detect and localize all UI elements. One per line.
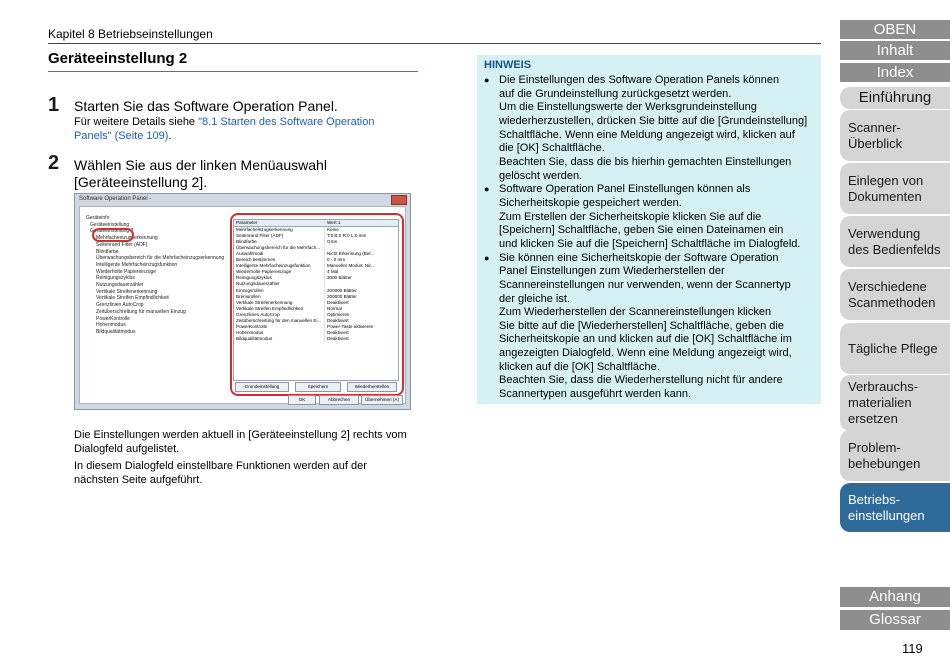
tree-item[interactable]: Wiederholte Papiereinzüge <box>96 268 157 275</box>
column-header: Wert 1 <box>324 220 398 226</box>
note-bullet-line: ● Sie können eine Sicherheitskopie der Software Operation <box>484 252 818 266</box>
step-2-number: 2 <box>48 152 60 174</box>
paragraph-line: In diesem Dialogfeld einstellbare Funktionen werden auf der <box>74 460 367 472</box>
tree-item[interactable]: Geräteeinstellung <box>90 221 130 228</box>
parameter-name: Mehrfacheinzugserkennung <box>236 227 293 233</box>
parameter-value: Deaktiviert <box>324 318 398 324</box>
parameter-name: PowerKontrolle <box>236 323 268 329</box>
nav-tab-label-line: Tägliche Pflege <box>848 340 938 356</box>
step-1-detail-suffix: . <box>168 130 172 142</box>
paragraph-functions <box>74 459 367 487</box>
parameter-name: Bildqualitätmodus <box>236 335 273 341</box>
nav-tab[interactable] <box>840 323 950 374</box>
note-line: wiederherzustellen, drücken Sie bitte auf die [Grundeinstellung] <box>499 114 808 127</box>
step-2-text-line-1: Wählen Sie aus der linken Menüauswahl <box>74 157 327 173</box>
parameter-name: Nutzungsdauerzähler <box>236 281 280 287</box>
tree-item[interactable]: Mehrfacheinzugserkennung <box>96 235 158 242</box>
note-bullet-line: ● Die Einstellungen des Software Operation Panels können <box>484 74 818 88</box>
apply-button[interactable]: Übernehmen (A) <box>361 395 403 405</box>
parameter-value: 200000 Blätter <box>324 288 398 294</box>
parameter-name: Intelligente Mehrfacheinzugsfunktion <box>236 263 311 269</box>
nav-tab-label <box>848 492 925 524</box>
parameter-value: Nicht Erkennung (Ber... <box>324 251 398 257</box>
note-line: Schaltfläche. Wenn eine Meldung angezeigt wird, klicken auf <box>499 128 795 141</box>
note-line: klicken auf die [OK] Schaltfläche. <box>499 360 660 373</box>
nav-tab-label-line: des Bedienfelds <box>848 241 941 257</box>
nav-tab-label <box>859 90 932 106</box>
parameter-value: Optimieren <box>324 312 398 318</box>
nav-tab-label-line: Betriebs- <box>848 491 901 507</box>
nav-tab-label <box>848 341 938 357</box>
nav-tab[interactable] <box>840 87 950 109</box>
note-line: Sicherheitskopie an und klicken auf die [OK] Schaltfläche im <box>499 333 792 346</box>
save-button[interactable]: Speichern <box>295 382 341 392</box>
nav-tab-label-line: Scanner- <box>848 119 901 135</box>
nav-tab-label-line: Verbrauchs- <box>848 379 919 394</box>
note-line: und klicken Sie auf die [Speichern] Schaltfläche im Dialogfeld. <box>499 237 801 250</box>
parameter-value: Deaktiviert <box>324 336 398 342</box>
note-line: [Speichern] Schaltfläche, geben Sie einen Dateinamen ein <box>499 224 784 237</box>
step-1-link-part-2[interactable]: Panels" (Seite 109) <box>74 130 169 142</box>
parameter-value: T:0 B:0 R:0 L:0 mm <box>324 233 398 239</box>
nav-top-button[interactable]: OBEN <box>840 20 950 39</box>
nav-tab-label <box>848 173 923 205</box>
parameter-name: Hohenmodus <box>236 329 264 335</box>
parameter-value: Keine <box>324 227 398 233</box>
parameter-value: Power-Taste aktivieren <box>324 324 398 330</box>
parameter-name: Seitenrand Filter (ADF) <box>236 233 284 239</box>
note-line: Beachten Sie, dass die Wiederherstellung nicht für andere <box>499 374 783 387</box>
nav-tab-label <box>848 440 920 472</box>
note-line: der gleiche ist. <box>499 292 570 305</box>
paragraph-current-settings <box>74 428 407 456</box>
ok-button[interactable]: OK <box>288 395 316 405</box>
tree-item[interactable]: Bildqualitätmodus <box>96 328 136 335</box>
step-1-number: 1 <box>48 94 60 116</box>
parameter-name: Bereich bestimmen <box>236 257 276 263</box>
nav-tab-label-line: Einlegen von <box>848 172 924 188</box>
step-2-text-line-2: [Geräteeinstellung 2]. <box>74 174 208 190</box>
nav-tab-label-line: behebungen <box>848 455 921 471</box>
step-2-text <box>74 157 327 191</box>
nav-tab[interactable] <box>840 483 950 532</box>
nav-tab[interactable] <box>840 269 950 320</box>
parameter-value: Normal <box>324 306 398 312</box>
parameter-name: Überwachungsbereich für die Mehrfach... <box>236 245 321 251</box>
window-title: Software Operation Panel - <box>79 196 152 202</box>
tree-item[interactable]: Geräteeinstellung 2 <box>90 228 134 235</box>
note-line: Sie bitte auf die [Wiederherstellen] Schaltfläche, geben die <box>499 319 784 332</box>
tree-item[interactable]: Seitenrand Filter (ADF) <box>96 241 148 248</box>
default-settings-button[interactable]: Grundeinstellung <box>235 382 289 392</box>
page-title: Geräteeinstellung 2 <box>48 50 188 67</box>
parameter-value: 4 Mal <box>324 269 398 275</box>
step-1-detail <box>74 115 374 143</box>
nav-tab[interactable] <box>840 216 950 267</box>
parameter-name: Reinigungszyklus <box>236 275 272 281</box>
nav-tab-label-line: Dokumenten <box>848 188 922 204</box>
parameter-name: Vertikale Streifen Empfindlichkeit <box>236 305 303 311</box>
nav-tab-label-line: Einführung <box>858 89 932 106</box>
parameter-value: 0 - 0 mm <box>324 257 398 263</box>
note-line: Panel Einstellungen zum Wiederherstellen der <box>499 265 725 278</box>
parameter-name: Auswahlmodi <box>236 251 264 257</box>
step-1-text: Starten Sie das Software Operation Panel. <box>74 98 338 114</box>
note-title: HINWEIS <box>484 59 532 71</box>
paragraph-line: Die Einstellungen werden aktuell in [Geräteeinstellung 2] rechts vom <box>74 429 407 441</box>
parameter-name: Grenzlinien AutoCrop <box>236 311 280 317</box>
nav-tab-label <box>848 379 918 427</box>
nav-tab-label <box>848 120 902 152</box>
paragraph-line: nächsten Seite aufgeführt. <box>74 474 203 486</box>
nav-tab-label-line: Verschiedene <box>848 278 927 294</box>
title-underline <box>48 71 418 72</box>
step-1-link-part-1[interactable]: "8.1 Starten des Software Operation <box>198 116 375 128</box>
note-line: die [OK] Schaltfläche. <box>499 142 605 155</box>
nav-tab-label-line: Scanmethoden <box>848 294 936 310</box>
nav-tab-label-line: materialien <box>848 395 912 410</box>
note-line: auf die Grundeinstellung zurückgesetzt werden. <box>499 87 732 100</box>
note-line: Beachten Sie, dass die bis hierhin gemachten Einstellungen <box>499 155 792 168</box>
nav-tab-label-line: Überblick <box>848 135 903 151</box>
note-line: Scannertypen ausgeführt werden kann. <box>499 388 692 401</box>
tree-item[interactable]: Geräteinfo <box>86 215 110 221</box>
parameter-name: Wiederholte Papiereinzüge <box>236 269 292 275</box>
parameter-name: Einzugsrollen <box>236 287 264 293</box>
tree-item[interactable]: Reinigungszyklus <box>96 275 135 282</box>
nav-tab-label <box>848 226 941 258</box>
parameter-name: Vertikale Streifenerkennung <box>236 299 293 305</box>
window-body <box>79 206 406 404</box>
nav-tab-label-line: Verwendung <box>848 225 921 241</box>
tree-item[interactable]: Blindfarbe <box>96 248 119 255</box>
software-operation-panel-screenshot <box>74 193 411 410</box>
settings-highlight-box <box>230 213 404 396</box>
tree-item[interactable]: Überwachungsbereich für die Mehrfacheinzugserkennung <box>96 255 225 262</box>
parameter-value: Manueller Modus: Nic... <box>324 263 398 269</box>
tree-item[interactable]: Zeitüberschreitung für manuellen Einzug <box>96 308 186 315</box>
nav-glossary-button[interactable]: Glossar <box>840 610 950 630</box>
nav-contents-button[interactable]: Inhalt <box>840 41 950 60</box>
note-body <box>484 74 818 402</box>
note-line: Scannereinstellungen nur verwenden, wenn der Scannertyp <box>499 278 791 291</box>
parameter-value: Deaktiviert <box>324 300 398 306</box>
parameter-value: 3000 Blätter <box>324 275 398 281</box>
parameter-value: 200000 Blätter <box>324 294 398 300</box>
chapter-heading: Kapitel 8 Betriebseinstellungen <box>48 27 213 41</box>
tree-item[interactable]: Vertikale Streifenerkennung <box>96 288 158 295</box>
note-line: angezeigten Dialogfeld. Wenn eine Meldung angezeigt wird, <box>499 347 792 360</box>
page-number: 119 <box>902 641 923 656</box>
tree-item[interactable]: Vertikale Streifen Empfindlichkeit <box>96 295 169 302</box>
note-line: Zum Wiederherstellen der Scannereinstellungen klicken <box>499 306 772 319</box>
parameter-value: Grün <box>324 239 398 245</box>
nav-tab-label <box>848 279 935 311</box>
paragraph-line: Dialogfeld aufgelistet. <box>74 443 180 455</box>
tree-selection-highlight <box>92 228 134 242</box>
nav-tab[interactable] <box>840 110 950 161</box>
note-line: Sicherheitskopie gespeichert werden. <box>499 196 682 209</box>
restore-button[interactable]: Wiederherstellen <box>347 382 397 392</box>
column-header: Parameter <box>236 220 258 225</box>
tree-item[interactable]: Hohenmodus <box>96 322 126 329</box>
nav-appendix-button[interactable]: Anhang <box>840 587 950 607</box>
nav-tab-label-line: Problem- <box>848 439 901 455</box>
parameter-name: Blindfarbe <box>236 239 257 245</box>
nav-tab-label-line: einstellungen <box>848 507 925 523</box>
parameter-name: Zeitüberschreitung für den manuellen Ei... <box>236 317 322 323</box>
tree-item[interactable]: Nutzungsdauerzähler <box>96 282 144 289</box>
note-line: gelöscht werden. <box>499 169 583 182</box>
tree-item[interactable]: PowerKontrolle <box>96 315 130 322</box>
nav-index-button[interactable]: Index <box>840 63 950 82</box>
nav-tab[interactable] <box>840 430 950 481</box>
note-box <box>477 55 821 404</box>
tree-item[interactable]: Intelligente Mehrfacheinzugsfunktion <box>96 261 178 268</box>
nav-tab[interactable] <box>840 163 950 214</box>
note-line: Zum Erstellen der Sicherheitskopie klicken Sie auf die <box>499 210 762 223</box>
nav-tab[interactable] <box>840 375 950 431</box>
step-1-detail-prefix: Für weitere Details siehe <box>74 116 199 128</box>
header-divider <box>48 43 821 44</box>
parameter-name: Bremsrollen <box>236 293 261 299</box>
note-bullet-line: ● Software Operation Panel Einstellungen können als <box>484 183 818 197</box>
cancel-button[interactable]: Abbrechen <box>319 395 359 405</box>
close-icon[interactable] <box>391 195 407 205</box>
note-line: Um die Einstellungswerte der Werksgrundeinstellung <box>499 101 757 114</box>
parameter-value: Deaktiviert <box>324 330 398 336</box>
tree-item[interactable]: Grenzlinien AutoCrop <box>96 302 144 309</box>
nav-tab-label-line: ersetzen <box>848 411 898 426</box>
